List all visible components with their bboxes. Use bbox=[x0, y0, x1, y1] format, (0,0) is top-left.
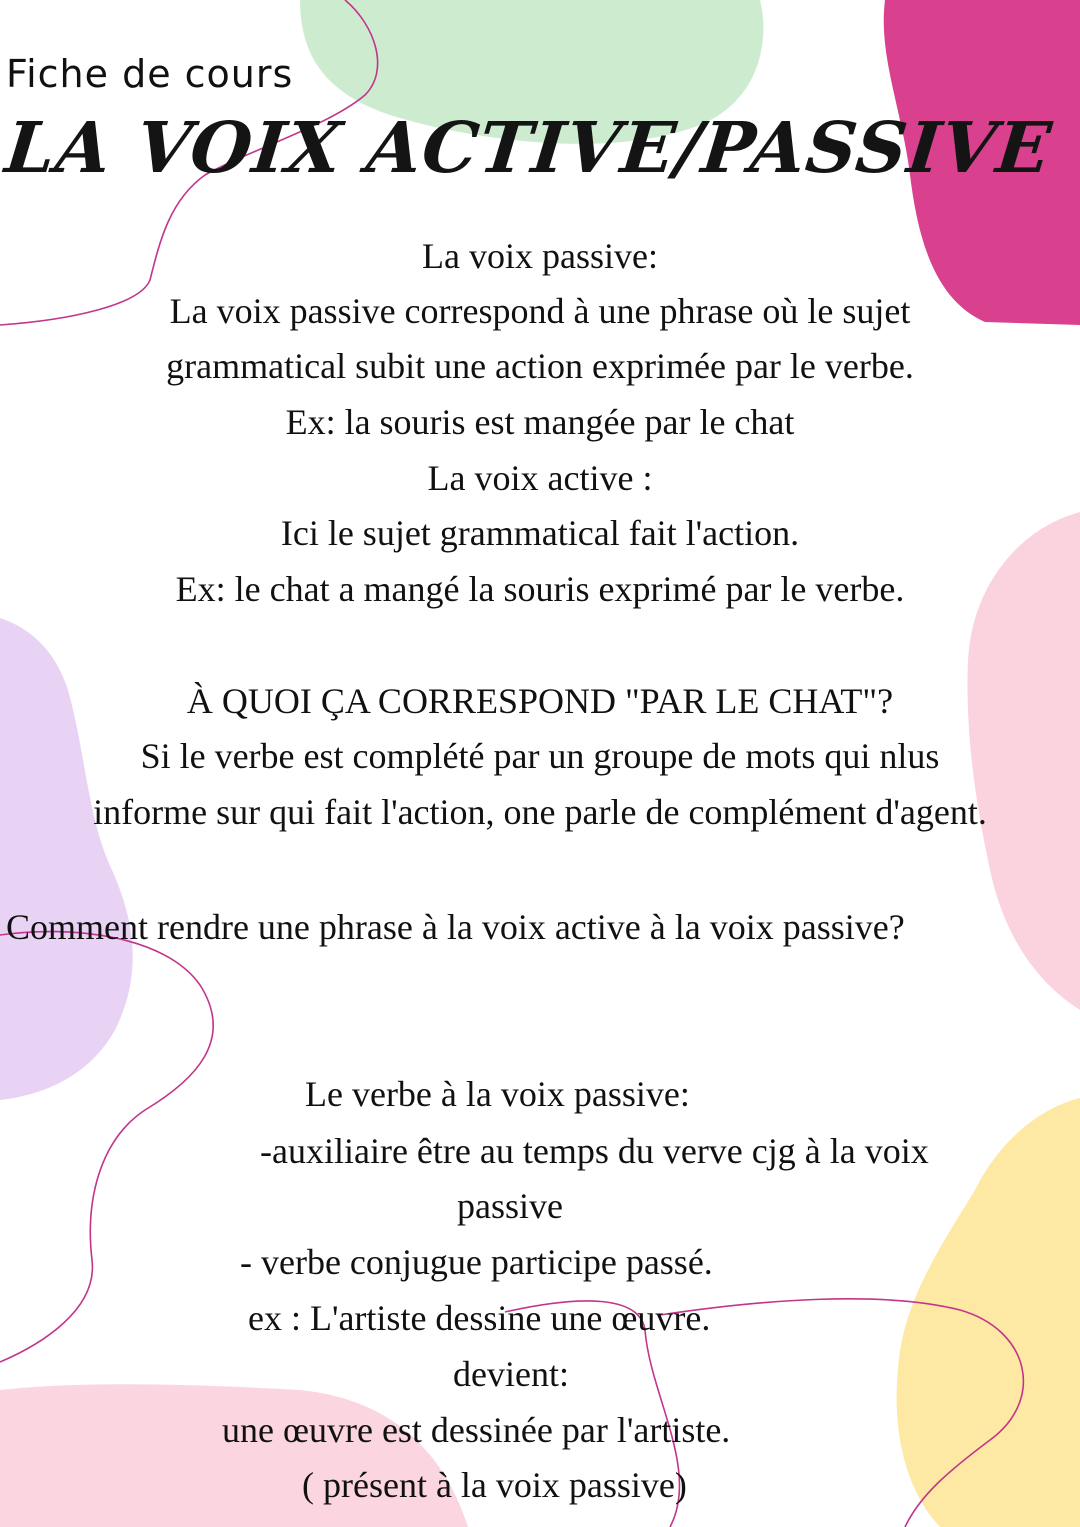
transform-question: Comment rendre une phrase à la voix active à la voix passive? bbox=[6, 907, 905, 947]
verb-rule1-line2: passive bbox=[457, 1186, 563, 1226]
verb-result: une œuvre est dessinée par l'artiste. bbox=[222, 1410, 731, 1450]
sheet-title: LA VOIX ACTIVE/PASSIVE bbox=[1, 106, 1056, 189]
active-definition: Ici le sujet grammatical fait l'action. bbox=[280, 513, 800, 553]
agent-answer-line2: informe sur qui fait l'action, one parle de complément d'agent. bbox=[93, 792, 987, 832]
verb-becomes: devient: bbox=[453, 1354, 569, 1394]
passive-example: Ex: la souris est mangée par le chat bbox=[285, 402, 795, 442]
verb-rule2: - verbe conjugue participe passé. bbox=[240, 1242, 713, 1282]
verb-note: ( présent à la voix passive) bbox=[302, 1465, 687, 1505]
active-heading: La voix active : bbox=[427, 458, 653, 498]
verb-example: ex : L'artiste dessine une œuvre. bbox=[248, 1298, 711, 1338]
agent-answer-line1: Si le verbe est complété par un groupe de mots qui nlus bbox=[140, 736, 940, 776]
agent-question: À QUOI ÇA CORRESPOND "PAR LE CHAT"? bbox=[186, 681, 894, 721]
passive-definition-line2: grammatical subit une action exprimée par le verbe. bbox=[166, 346, 914, 386]
passive-heading: La voix passive: bbox=[422, 236, 658, 276]
sheet-subtitle: Fiche de cours bbox=[6, 52, 294, 96]
passive-definition-line1: La voix passive correspond à une phrase où le sujet bbox=[169, 291, 911, 331]
verb-heading: Le verbe à la voix passive: bbox=[305, 1074, 690, 1114]
active-example: Ex: le chat a mangé la souris exprimé par le verbe. bbox=[175, 569, 905, 609]
verb-rule1-line1: -auxiliaire être au temps du verve cjg à la voix bbox=[260, 1131, 929, 1171]
